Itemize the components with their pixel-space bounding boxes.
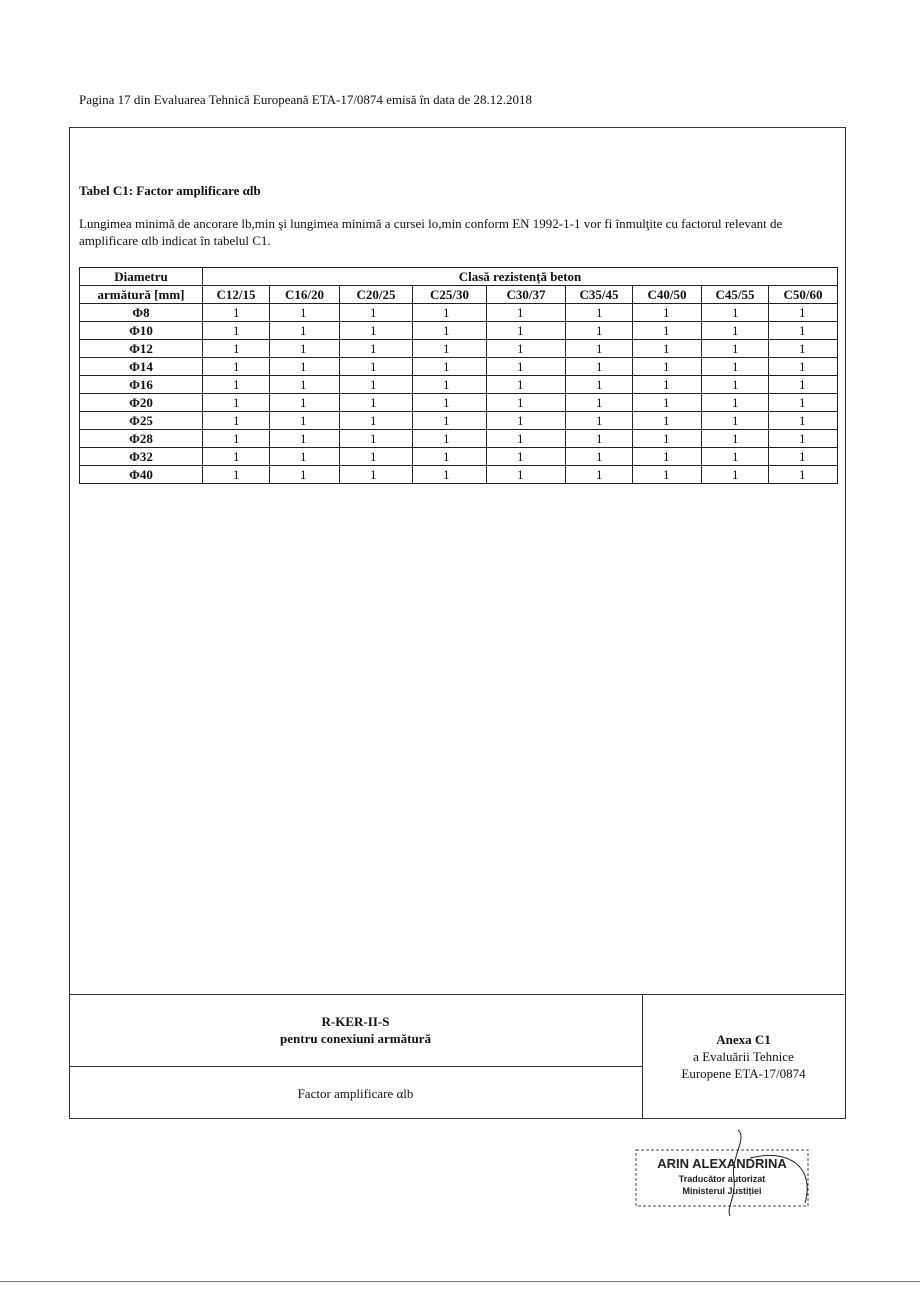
class-header: C16/20: [270, 286, 340, 304]
factor-cell: 1: [487, 358, 566, 376]
factor-cell: 1: [270, 412, 340, 430]
factor-cell: 1: [203, 466, 270, 484]
class-header: C50/60: [769, 286, 838, 304]
diameter-cell: Φ28: [80, 430, 203, 448]
product-line2: pentru conexiuni armătură: [280, 1031, 431, 1046]
diameter-cell: Φ40: [80, 466, 203, 484]
scan-edge-line: [0, 1281, 920, 1282]
factor-cell: 1: [702, 448, 769, 466]
footer-divider-mid: [69, 1066, 642, 1067]
diameter-cell: Φ32: [80, 448, 203, 466]
footer-divider: [69, 994, 844, 995]
factor-cell: 1: [413, 448, 487, 466]
factor-cell: 1: [566, 412, 633, 430]
factor-cell: 1: [633, 412, 702, 430]
factor-cell: 1: [702, 394, 769, 412]
class-header: C20/25: [340, 286, 413, 304]
factor-cell: 1: [203, 430, 270, 448]
factor-cell: 1: [633, 340, 702, 358]
factor-cell: 1: [769, 466, 838, 484]
factor-cell: 1: [270, 340, 340, 358]
factor-cell: 1: [413, 412, 487, 430]
table-row: [80, 322, 838, 340]
factor-cell: 1: [487, 412, 566, 430]
factor-cell: 1: [769, 430, 838, 448]
table-row: [80, 304, 838, 322]
factor-cell: 1: [413, 394, 487, 412]
class-header: C25/30: [413, 286, 487, 304]
product-line1: R-KER-II-S: [321, 1014, 390, 1029]
factor-cell: 1: [769, 340, 838, 358]
factor-cell: 1: [702, 376, 769, 394]
factor-cell: 1: [487, 466, 566, 484]
factor-cell: 1: [702, 466, 769, 484]
factor-cell: 1: [340, 448, 413, 466]
factor-cell: 1: [633, 304, 702, 322]
factor-cell: 1: [340, 430, 413, 448]
table-row: [80, 448, 838, 466]
factor-cell: 1: [203, 376, 270, 394]
factor-cell: 1: [270, 430, 340, 448]
factor-cell: 1: [633, 466, 702, 484]
factor-cell: 1: [566, 448, 633, 466]
factor-cell: 1: [340, 394, 413, 412]
translator-stamp: [630, 1128, 820, 1218]
factor-cell: 1: [413, 376, 487, 394]
class-header: C45/55: [702, 286, 769, 304]
class-header: C12/15: [203, 286, 270, 304]
factor-cell: 1: [566, 322, 633, 340]
factor-cell: 1: [203, 394, 270, 412]
factor-cell: 1: [769, 376, 838, 394]
table-row: [80, 340, 838, 358]
group-header: Clasă rezistență beton: [203, 268, 838, 286]
diameter-cell: Φ8: [80, 304, 203, 322]
factor-cell: 1: [270, 322, 340, 340]
diameter-cell: Φ25: [80, 412, 203, 430]
factor-cell: 1: [203, 358, 270, 376]
factor-cell: 1: [270, 376, 340, 394]
factor-cell: 1: [769, 322, 838, 340]
class-header: C30/37: [487, 286, 566, 304]
factor-cell: 1: [487, 304, 566, 322]
factor-cell: 1: [340, 412, 413, 430]
intro-paragraph: Lungimea minimă de ancorare lb,min şi lungimea minimă a cursei lo,min conform EN 1992-1-1 vor fi înmulţite cu factorul relevant de amplificare αlb indicat în tabelul C1.: [79, 216, 783, 248]
annex-title: Anexa C1: [716, 1032, 771, 1047]
factor-cell: 1: [566, 358, 633, 376]
factor-cell: 1: [566, 376, 633, 394]
diameter-cell: Φ16: [80, 376, 203, 394]
factor-cell: 1: [270, 304, 340, 322]
factor-cell: 1: [702, 340, 769, 358]
factor-cell: 1: [270, 466, 340, 484]
diameter-cell: Φ20: [80, 394, 203, 412]
table-row: [80, 430, 838, 448]
factor-cell: 1: [340, 304, 413, 322]
footer-subtitle: Factor amplificare αlb: [297, 1086, 414, 1101]
diameter-cell: Φ12: [80, 340, 203, 358]
factor-cell: 1: [413, 322, 487, 340]
factor-cell: 1: [702, 304, 769, 322]
factor-cell: 1: [487, 322, 566, 340]
factor-cell: 1: [203, 304, 270, 322]
factor-cell: 1: [633, 394, 702, 412]
annex-info: [643, 1031, 844, 1082]
factor-cell: 1: [487, 340, 566, 358]
factor-cell: 1: [633, 358, 702, 376]
col1-header: Diametru: [80, 268, 203, 286]
table-row: [80, 358, 838, 376]
factor-cell: 1: [566, 394, 633, 412]
table-row: [80, 376, 838, 394]
factor-cell: 1: [270, 448, 340, 466]
factor-cell: 1: [413, 466, 487, 484]
factor-cell: 1: [769, 304, 838, 322]
page-header: Pagina 17 din Evaluarea Tehnică Europeană ETA-17/0874 emisă în data de 28.12.2018: [79, 92, 533, 107]
factor-cell: 1: [270, 358, 340, 376]
factor-cell: 1: [487, 376, 566, 394]
factor-cell: 1: [702, 358, 769, 376]
factor-cell: 1: [340, 322, 413, 340]
factor-cell: 1: [413, 304, 487, 322]
table-row: [80, 394, 838, 412]
class-header: C40/50: [633, 286, 702, 304]
factor-cell: 1: [203, 322, 270, 340]
factor-cell: 1: [769, 448, 838, 466]
factor-cell: 1: [413, 430, 487, 448]
factor-cell: 1: [203, 340, 270, 358]
factor-cell: 1: [566, 430, 633, 448]
factor-cell: 1: [487, 430, 566, 448]
factor-cell: 1: [769, 412, 838, 430]
factor-cell: 1: [702, 430, 769, 448]
factor-cell: 1: [566, 340, 633, 358]
col1-header-2: armătură [mm]: [80, 286, 203, 304]
table-title: Tabel C1: Factor amplificare αlb: [79, 183, 261, 198]
amplification-factor-table: [79, 267, 838, 484]
factor-cell: 1: [633, 322, 702, 340]
factor-cell: 1: [769, 394, 838, 412]
factor-cell: 1: [769, 358, 838, 376]
factor-cell: 1: [702, 412, 769, 430]
factor-cell: 1: [340, 466, 413, 484]
product-name: [69, 1013, 642, 1047]
factor-cell: 1: [566, 466, 633, 484]
signature: [729, 1130, 807, 1216]
factor-cell: 1: [633, 448, 702, 466]
factor-cell: 1: [270, 394, 340, 412]
stamp-line2: Traducător autorizat: [678, 1174, 766, 1184]
factor-cell: 1: [702, 322, 769, 340]
factor-cell: 1: [633, 376, 702, 394]
table-row: [80, 466, 838, 484]
factor-cell: 1: [340, 358, 413, 376]
factor-cell: 1: [633, 430, 702, 448]
class-header: C35/45: [566, 286, 633, 304]
annex-line3: Europene ETA-17/0874: [681, 1066, 806, 1081]
annex-line2: a Evaluării Tehnice: [693, 1049, 794, 1064]
factor-cell: 1: [340, 376, 413, 394]
factor-cell: 1: [413, 358, 487, 376]
stamp-line1: ARIN ALEXANDRINA: [657, 1156, 787, 1171]
factor-cell: 1: [487, 394, 566, 412]
diameter-cell: Φ14: [80, 358, 203, 376]
table-row: [80, 412, 838, 430]
factor-cell: 1: [340, 340, 413, 358]
factor-cell: 1: [203, 412, 270, 430]
factor-cell: 1: [413, 340, 487, 358]
factor-cell: 1: [487, 448, 566, 466]
factor-cell: 1: [203, 448, 270, 466]
factor-cell: 1: [566, 304, 633, 322]
diameter-cell: Φ10: [80, 322, 203, 340]
stamp-line3: Ministerul Justiției: [682, 1186, 762, 1196]
